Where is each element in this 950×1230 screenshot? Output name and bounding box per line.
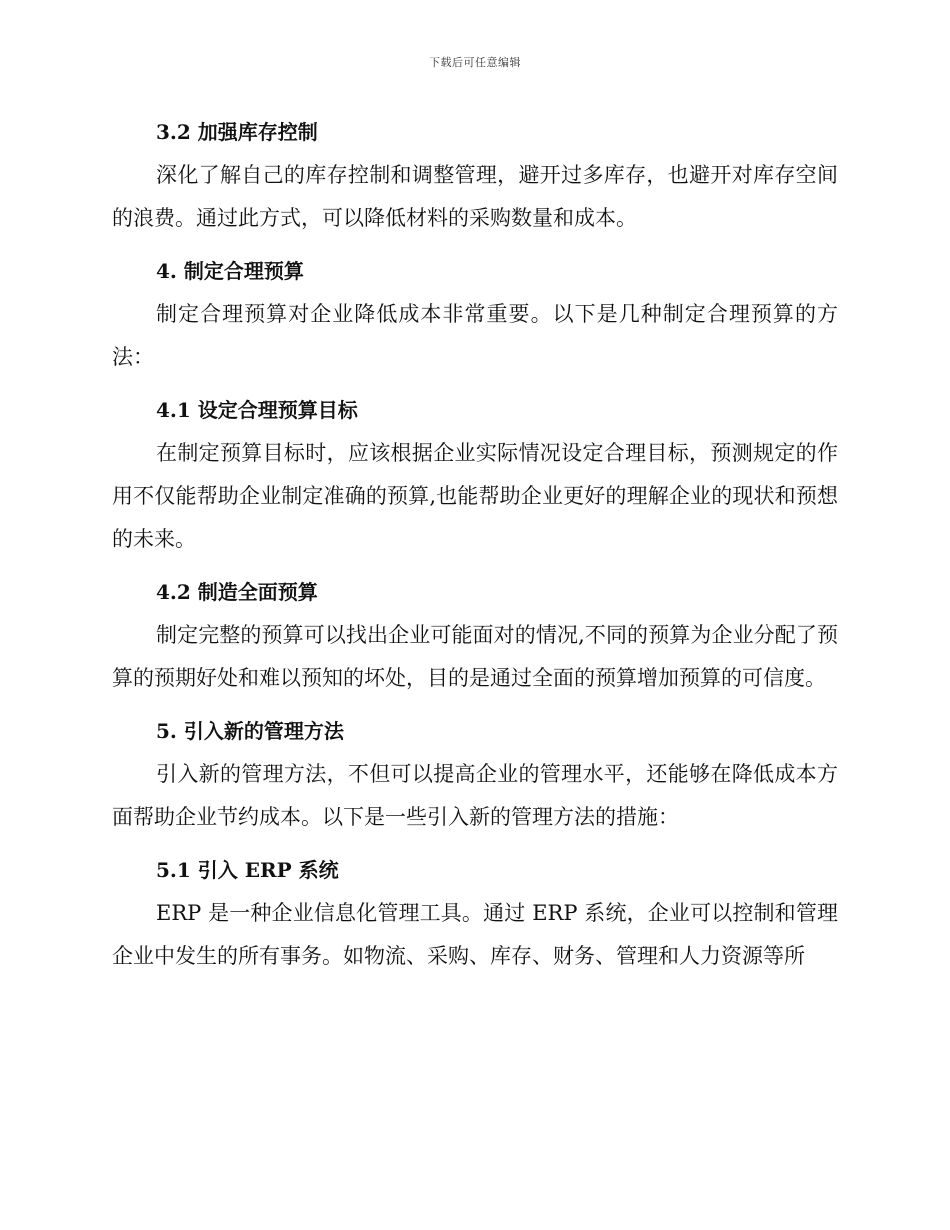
section-paragraph: 深化了解自己的库存控制和调整管理，避开过多库存，也避开对库存空间的浪费。通过此方式，可以降低材料的采购数量和成本。 [112, 163, 838, 230]
section-heading: 5.1 引入 ERP 系统 [156, 858, 339, 882]
document-body [112, 110, 838, 978]
section-heading: 4.2 制造全面预算 [156, 580, 318, 604]
section-heading: 4. 制定合理预算 [156, 259, 304, 283]
section-paragraph: 引入新的管理方法，不但可以提高企业的管理水平，还能够在降低成本方面帮助企业节约成本。以下是一些引入新的管理方法的措施： [112, 762, 838, 829]
section-paragraph: 在制定预算目标时，应该根据企业实际情况设定合理目标，预测规定的作用不仅能帮助企业制定准确的预算,也能帮助企业更好的理解企业的现状和预想的未来。 [112, 441, 838, 551]
page-header: 下载后可任意编辑 [429, 56, 521, 69]
section-heading: 3.2 加强库存控制 [156, 120, 318, 144]
section-paragraph: 制定完整的预算可以找出企业可能面对的情况,不同的预算为企业分配了预算的预期好处和难以预知的坏处，目的是通过全面的预算增加预算的可信度。 [112, 623, 838, 690]
section-paragraph: 制定合理预算对企业降低成本非常重要。以下是几种制定合理预算的方法： [112, 302, 838, 369]
section-paragraph: ERP 是一种企业信息化管理工具。通过 ERP 系统，企业可以控制和管理企业中发生的所有事务。如物流、采购、库存、财务、管理和人力资源等所 [112, 901, 838, 968]
section-heading: 4.1 设定合理预算目标 [156, 398, 358, 422]
section-heading: 5. 引入新的管理方法 [156, 719, 344, 743]
